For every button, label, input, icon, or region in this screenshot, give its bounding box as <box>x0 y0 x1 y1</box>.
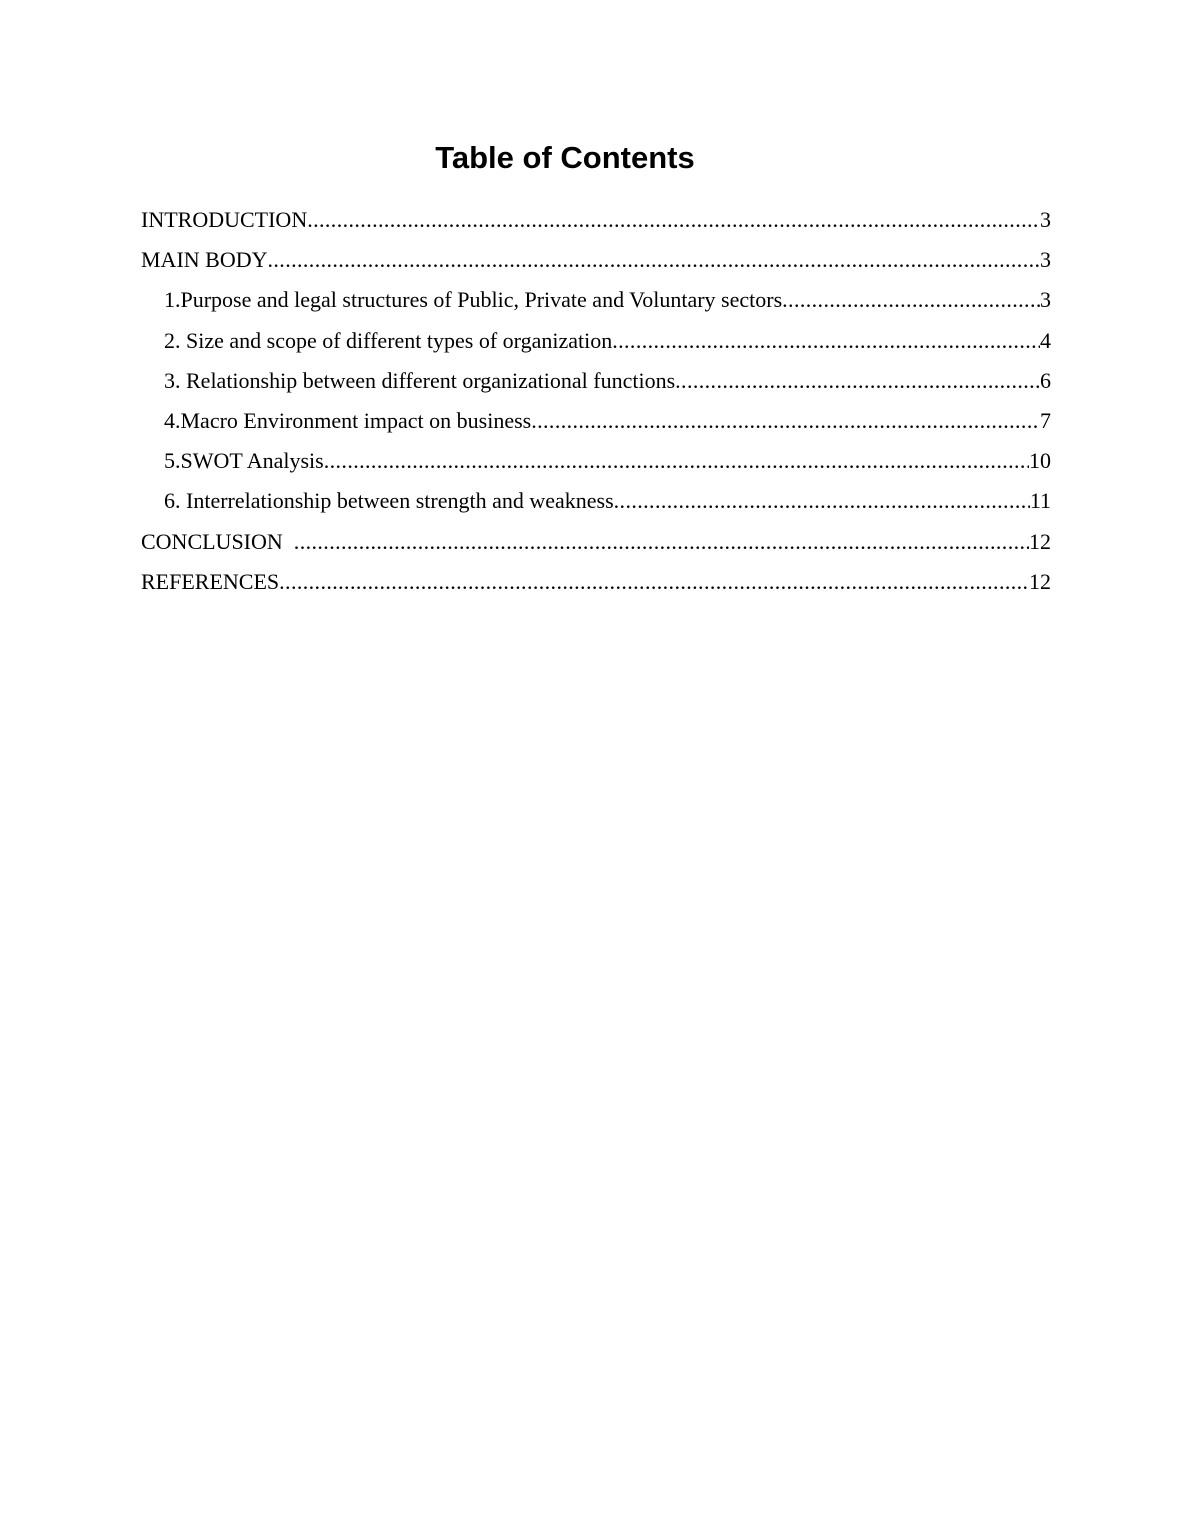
toc-page-number: 12 <box>1029 528 1051 554</box>
toc-dot-leader <box>612 321 1040 361</box>
toc-page-number: 4 <box>1040 327 1051 353</box>
toc-entry-label: 2. Size and scope of different types of organization <box>164 327 613 353</box>
toc-dot-leader <box>675 361 1040 401</box>
toc-entry-label: CONCLUSION <box>141 528 294 554</box>
toc-entry-label: 3. Relationship between different organizational functions <box>164 367 676 393</box>
toc-page-number: 3 <box>1040 287 1051 313</box>
toc-entry-label: INTRODUCTION <box>141 207 308 232</box>
toc-dot-leader <box>279 562 1029 602</box>
toc-page-number: 10 <box>1029 448 1051 474</box>
toc-entry-label: 4.Macro Environment impact on business <box>164 407 532 433</box>
toc-list <box>141 200 1051 602</box>
toc-entry-label: REFERENCES <box>141 568 280 594</box>
toc-entry-conclusion[interactable] <box>141 522 1051 562</box>
toc-dot-leader <box>614 481 1030 521</box>
toc-entry-swot-analysis[interactable] <box>141 441 1051 481</box>
toc-entry-label: 1.Purpose and legal structures of Public, Private and Voluntary sectors <box>164 287 783 313</box>
toc-page-number: 3 <box>1040 207 1051 232</box>
toc-entry-purpose-legal-structures[interactable] <box>141 280 1051 320</box>
toc-dot-leader <box>782 280 1040 320</box>
toc-dot-leader <box>324 441 1029 481</box>
toc-entry-label: 6. Interrelationship between strength and weakness <box>164 488 614 514</box>
toc-page-number: 12 <box>1029 568 1051 594</box>
toc-dot-leader <box>294 522 1029 562</box>
toc-entry-main-body[interactable] <box>141 240 1051 280</box>
toc-page-number: 6 <box>1040 367 1051 393</box>
toc-page-number: 3 <box>1040 247 1051 273</box>
toc-dot-leader <box>307 200 1040 240</box>
toc-entry-label: 5.SWOT Analysis <box>164 448 324 474</box>
toc-page-number: 7 <box>1040 407 1051 433</box>
toc-entry-introduction[interactable] <box>141 200 1051 240</box>
toc-entry-size-scope[interactable] <box>141 321 1051 361</box>
toc-entry-references[interactable] <box>141 562 1051 602</box>
toc-entry-label: MAIN BODY <box>141 247 268 273</box>
toc-entry-macro-environment[interactable] <box>141 401 1051 441</box>
toc-title: Table of Contents <box>435 140 695 175</box>
toc-entry-interrelationship[interactable] <box>141 481 1051 521</box>
toc-dot-leader <box>531 401 1040 441</box>
toc-dot-leader <box>268 240 1041 280</box>
toc-page-number: 11 <box>1029 488 1051 514</box>
toc-entry-relationship-functions[interactable] <box>141 361 1051 401</box>
